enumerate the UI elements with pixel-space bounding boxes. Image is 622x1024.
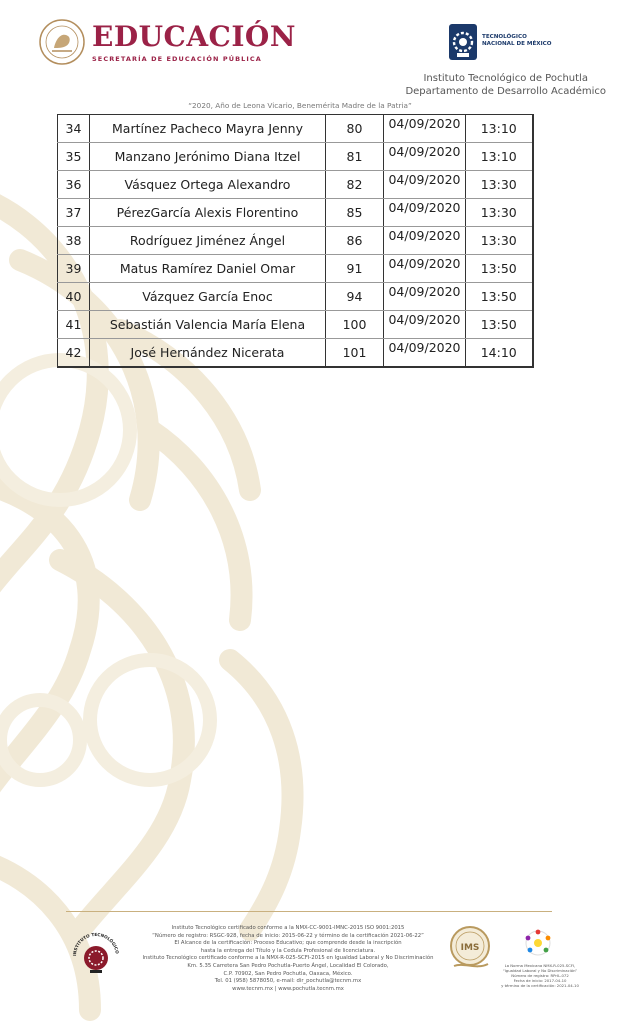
row-number: 42 (58, 339, 90, 368)
certification-text (128, 925, 448, 993)
ims-certification-icon (446, 924, 494, 972)
student-name: Matus Ramírez Daniel Omar (90, 255, 326, 283)
ims-label: IMS (460, 943, 480, 953)
sep-brand (92, 22, 296, 63)
table-row (58, 283, 533, 311)
exam-time: 13:50 (466, 311, 533, 339)
exam-time: 13:30 (466, 171, 533, 199)
exam-date: 04/09/2020 (384, 255, 466, 283)
row-number: 41 (58, 311, 90, 339)
row-number: 40 (58, 283, 90, 311)
table-row (58, 199, 533, 227)
row-number: 39 (58, 255, 90, 283)
exam-date: 04/09/2020 (384, 143, 466, 171)
certification-line: C.P. 70902, San Pedro Pochutla, Oaxaca, México. (223, 970, 353, 977)
certification-line: Km. 5.35 Carretera San Pedro Pochutla-Puerto Ángel, Localidad El Colorado, (187, 962, 389, 969)
row-number: 35 (58, 143, 90, 171)
table-row (58, 339, 533, 368)
equality-line: “Igualdad Laboral y No Discriminación” (502, 968, 578, 973)
student-name: Vázquez García Enoc (90, 283, 326, 311)
certification-line: Instituto Tecnológico certificado conforme a la NMX-CC-9001-IMNC-2015 ISO 9001:2015 (171, 925, 405, 931)
student-score: 91 (326, 255, 384, 283)
mexico-seal-icon (38, 18, 86, 66)
department-name: Departamento de Desarrollo Académico (405, 86, 606, 97)
tecnm-name-line1: TECNOLÓGICO (482, 34, 527, 40)
exam-time: 13:30 (466, 227, 533, 255)
exam-time: 13:50 (466, 283, 533, 311)
institute-name: Instituto Tecnológico de Pochutla (423, 73, 588, 84)
student-name: Sebastián Valencia María Elena (90, 311, 326, 339)
institute-block (405, 72, 606, 98)
row-number: 36 (58, 171, 90, 199)
student-score: 80 (326, 115, 384, 143)
student-name: Vásquez Ortega Alexandro (90, 171, 326, 199)
results-table (57, 114, 534, 368)
student-score: 85 (326, 199, 384, 227)
pochutla-seal-icon (70, 930, 122, 978)
student-name: Rodríguez Jiménez Ángel (90, 227, 326, 255)
sep-subtitle: SECRETARÍA DE EDUCACIÓN PÚBLICA (92, 55, 262, 63)
exam-date: 04/09/2020 (384, 199, 466, 227)
certification-line: El Alcance de la certificación: Proceso Educativo; que comprende desde la inscripción (174, 940, 402, 947)
student-score: 86 (326, 227, 384, 255)
row-number: 37 (58, 199, 90, 227)
student-name: Martínez Pacheco Mayra Jenny (90, 115, 326, 143)
equality-text (497, 963, 583, 988)
exam-date: 04/09/2020 (384, 115, 466, 143)
student-score: 100 (326, 311, 384, 339)
row-number: 34 (58, 115, 90, 143)
certification-line: Tel. 01 (958) 5878050, e-mail: dir_pochutla@tecnm.mx (214, 978, 362, 985)
equality-line: Fecha de inicio: 2017-04-10 (513, 978, 567, 983)
table-row (58, 115, 533, 143)
student-score: 94 (326, 283, 384, 311)
tecnm-logo-icon (446, 22, 480, 64)
exam-time: 13:30 (466, 199, 533, 227)
exam-date: 04/09/2020 (384, 171, 466, 199)
exam-date: 04/09/2020 (384, 283, 466, 311)
student-score: 82 (326, 171, 384, 199)
student-score: 81 (326, 143, 384, 171)
student-score: 101 (326, 339, 384, 368)
student-name: PérezGarcía Alexis Florentino (90, 199, 326, 227)
certification-line: Instituto Tecnológico certificado conforme a la NMX-R-025-SCFI-2015 en Igualdad Laboral y No Discriminación (142, 955, 434, 962)
equality-line: Número de registro: RPrIL-072 (511, 973, 569, 978)
year-motto: “2020, Año de Leona Vicario, Benemérita Madre de la Patria” (188, 101, 412, 110)
table-row (58, 311, 533, 339)
tecnm-name-line2: NACIONAL DE MÉXICO (482, 41, 552, 47)
certification-line: hasta la entrega del Título y la Cedula Profesional de licenciatura. (200, 947, 376, 954)
certification-line: www.tecnm.mx | www.pochutla.tecnm.mx (232, 985, 344, 992)
seal-text: INSTITUTO TECNOLÓGICO (71, 931, 120, 957)
certification-line: “Número de registro: RSGC-928, fecha de inicio: 2015-06-22 y término de la certificación 2021-06-22” (152, 932, 424, 939)
exam-date: 04/09/2020 (384, 311, 466, 339)
exam-time: 14:10 (466, 339, 533, 368)
tecnm-name (482, 34, 552, 48)
table-row (58, 171, 533, 199)
exam-time: 13:10 (466, 143, 533, 171)
exam-date: 04/09/2020 (384, 227, 466, 255)
equality-line: y término de la certificación: 2021-04-10 (501, 983, 579, 988)
footer-divider (66, 911, 552, 912)
exam-time: 13:10 (466, 115, 533, 143)
exam-date: 04/09/2020 (384, 339, 466, 368)
row-number: 38 (58, 227, 90, 255)
sep-title: EDUCACIÓN (92, 20, 296, 53)
equality-seal-icon (518, 928, 558, 958)
student-name: Manzano Jerónimo Diana Itzel (90, 143, 326, 171)
equality-line: La Norma Mexicana NMX-R-025-SCFI, (504, 963, 576, 968)
table-row (58, 227, 533, 255)
exam-time: 13:50 (466, 255, 533, 283)
student-name: José Hernández Nicerata (90, 339, 326, 368)
table-row (58, 143, 533, 171)
table-row (58, 255, 533, 283)
